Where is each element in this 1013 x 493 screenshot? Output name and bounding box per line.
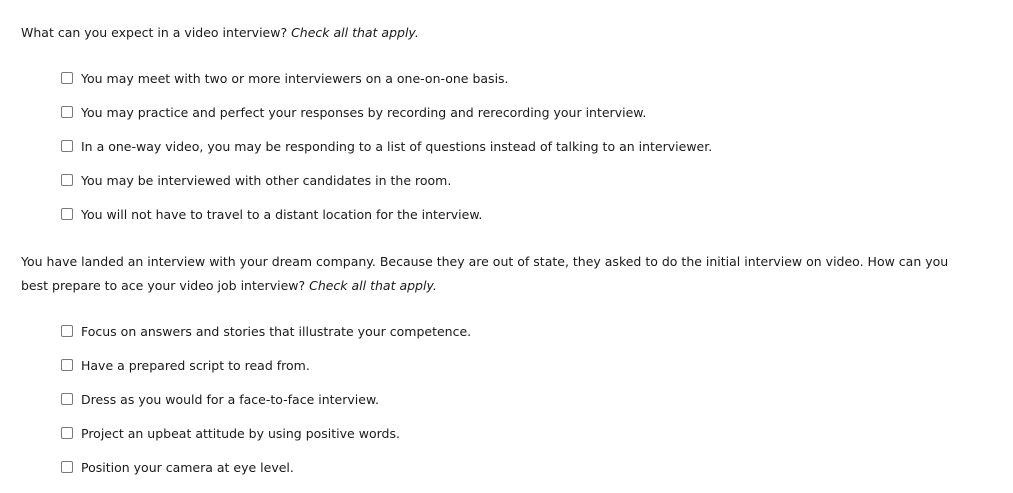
question-2-instruction: Check all that apply. bbox=[309, 278, 437, 293]
option-label: You may practice and perfect your responses by recording and rerecording your interview. bbox=[81, 104, 647, 120]
question-1-option-4[interactable] bbox=[61, 163, 712, 197]
question-1-option-5[interactable] bbox=[61, 197, 712, 231]
question-1-text: What can you expect in a video interview? bbox=[21, 25, 292, 40]
option-label: Position your camera at eye level. bbox=[81, 459, 294, 475]
option-label: Have a prepared script to read from. bbox=[81, 357, 310, 373]
question-2-options bbox=[61, 314, 471, 484]
question-1-instruction: Check all that apply. bbox=[291, 25, 419, 40]
checkbox[interactable] bbox=[61, 174, 73, 186]
option-label: You may meet with two or more interviewers on a one-on-one basis. bbox=[81, 70, 509, 86]
question-2-option-1[interactable] bbox=[61, 314, 471, 348]
question-2-option-2[interactable] bbox=[61, 348, 471, 382]
question-2-option-4[interactable] bbox=[61, 416, 471, 450]
checkbox[interactable] bbox=[61, 208, 73, 220]
question-2-option-3[interactable] bbox=[61, 382, 471, 416]
checkbox[interactable] bbox=[61, 106, 73, 118]
question-1-option-1[interactable] bbox=[61, 61, 712, 95]
question-2-option-5[interactable] bbox=[61, 450, 471, 484]
question-1 bbox=[21, 21, 951, 222]
option-label: In a one-way video, you may be responding to a list of questions instead of talking to an interviewer. bbox=[81, 138, 713, 154]
option-label: Project an upbeat attitude by using positive words. bbox=[81, 425, 400, 441]
question-2 bbox=[21, 250, 951, 475]
option-label: You may be interviewed with other candidates in the room. bbox=[81, 172, 452, 188]
checkbox[interactable] bbox=[61, 427, 73, 439]
checkbox[interactable] bbox=[61, 140, 73, 152]
option-label: You will not have to travel to a distant location for the interview. bbox=[81, 206, 483, 222]
question-1-option-2[interactable] bbox=[61, 95, 712, 129]
checkbox[interactable] bbox=[61, 359, 73, 371]
question-2-text: You have landed an interview with your dream company. Because they are out of state, they asked to do the initial interview on video. How can you best prepare to ace your video job interview? bbox=[21, 254, 949, 293]
question-2-prompt bbox=[21, 250, 951, 298]
question-1-prompt bbox=[21, 21, 951, 45]
question-1-options bbox=[61, 61, 712, 231]
checkbox[interactable] bbox=[61, 461, 73, 473]
checkbox[interactable] bbox=[61, 393, 73, 405]
checkbox[interactable] bbox=[61, 325, 73, 337]
question-1-option-3[interactable] bbox=[61, 129, 712, 163]
option-label: Dress as you would for a face-to-face interview. bbox=[81, 391, 379, 407]
checkbox[interactable] bbox=[61, 72, 73, 84]
option-label: Focus on answers and stories that illustrate your competence. bbox=[81, 323, 472, 339]
